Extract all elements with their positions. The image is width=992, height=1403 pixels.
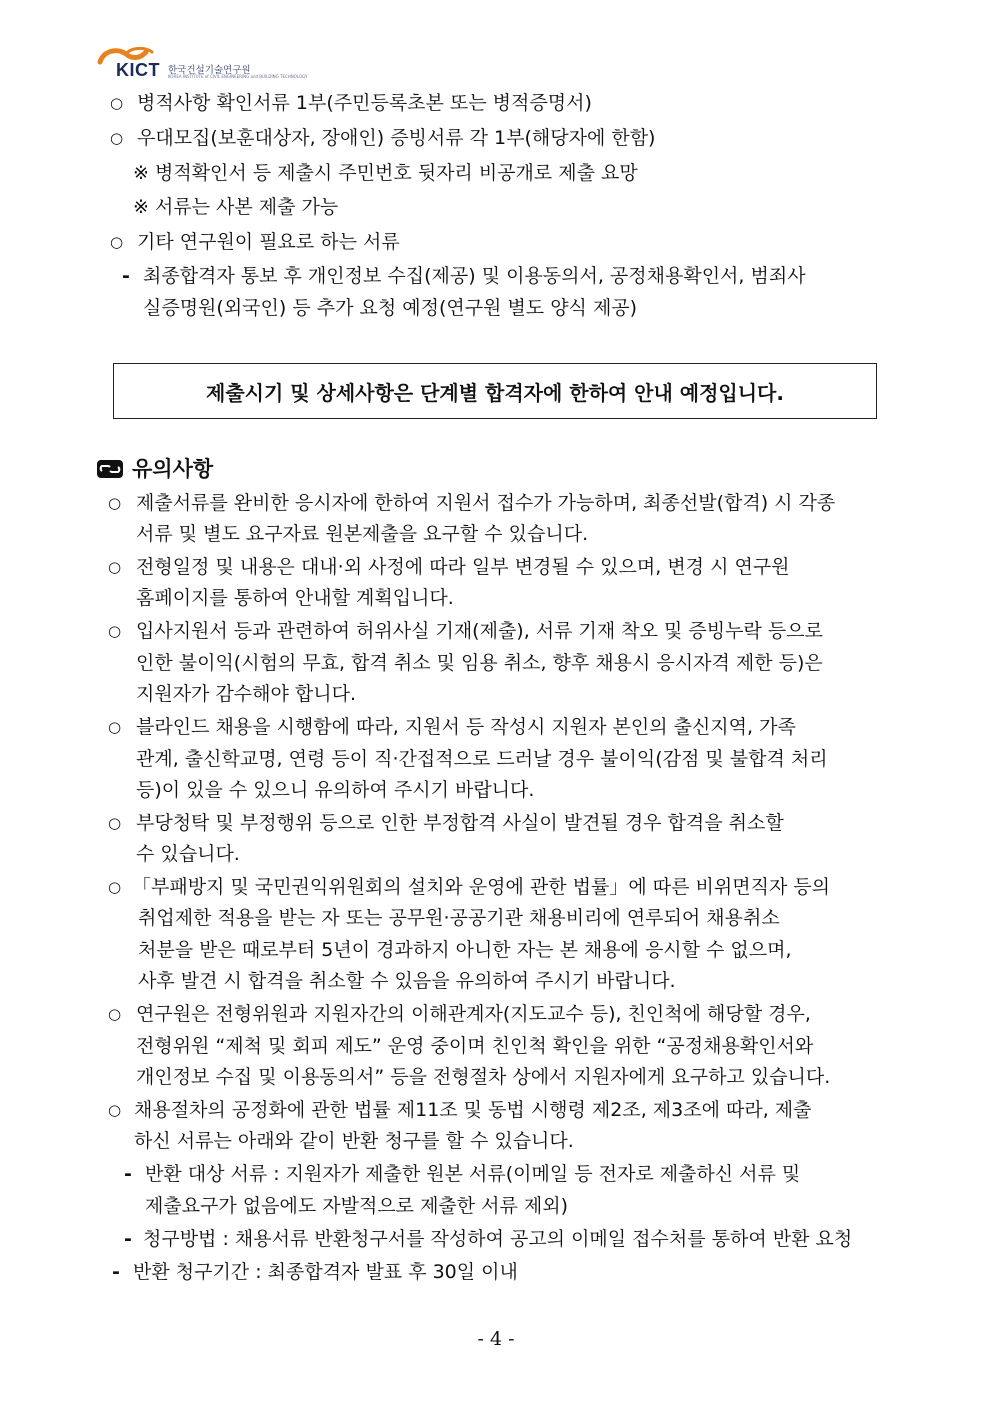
caution-line: 인한 불이익(시험의 무효, 합격 취소 및 임용 취소, 향후 채용시 응시자격 제한 등)은	[136, 652, 823, 674]
doc-note-copy: ※ 서류는 사본 제출 가능	[133, 196, 339, 218]
caution-line: 지원자가 감수해야 합니다.	[136, 683, 357, 705]
circle-bullet: ○	[108, 1101, 122, 1119]
doc-sub-line: 최종합격자 통보 후 개인정보 수집(제공) 및 이용동의서, 공정채용확인서, 범죄사	[143, 265, 806, 287]
circle-bullet: ○	[108, 622, 122, 640]
caution-line: 처분을 받은 때로부터 5년이 경과하지 아니한 자는 본 채용에 응시할 수 없으며,	[138, 939, 792, 961]
circle-bullet: ○	[110, 129, 124, 147]
caution-line: 전형위원 “제척 및 회피 제도” 운영 중이며 친인척 확인을 위한 “공정채용확인서와	[136, 1035, 814, 1057]
caution-line: 등)이 있을 수 있으니 유의하여 주시기 바랍니다.	[136, 779, 535, 801]
doc-item-preference: 우대모집(보훈대상자, 장애인) 증빙서류 각 1부(해당자에 한함)	[137, 127, 656, 149]
caution-line: 「부패방지 및 국민권익위원회의 설치와 운영에 관한 법률」에 따른 비위면직자 등의	[132, 876, 831, 898]
caution-line: 하신 서류는 아래와 같이 반환 청구를 할 수 있습니다.	[134, 1130, 574, 1152]
kict-logo	[96, 46, 308, 80]
caution-line: 관계, 출신학교명, 연령 등이 직·간접적으로 드러날 경우 불이익(감점 및 불합격 처리	[136, 748, 828, 770]
circle-bullet: ○	[108, 494, 122, 512]
circle-bullet: ○	[108, 558, 122, 576]
caution-line: 사후 발견 시 합격을 취소할 수 있음을 유의하여 주시기 바랍니다.	[138, 970, 676, 992]
caution-line: 부당청탁 및 부정행위 등으로 인한 부정합격 사실이 발견될 경우 합격을 취소할	[136, 812, 784, 834]
return-docs-line: 반환 대상 서류 : 지원자가 제출한 원본 서류(이메일 등 전자로 제출하신 서류 및	[145, 1163, 801, 1185]
caution-line: 홈페이지를 통하여 안내할 계획입니다.	[136, 587, 454, 609]
dash-bullet: -	[124, 1228, 132, 1250]
doc-note-military: ※ 병적확인서 등 제출시 주민번호 뒷자리 비공개로 제출 요망	[133, 162, 638, 184]
caution-line: 제출서류를 완비한 응시자에 한하여 지원서 접수가 가능하며, 최종선발(합격) 시 각종	[136, 492, 836, 514]
circle-bullet: ○	[110, 233, 124, 251]
return-method-line: 청구방법 : 채용서류 반환청구서를 작성하여 공고의 이메일 접수처를 통하여 반환 요청	[143, 1228, 853, 1250]
circle-bullet: ○	[108, 814, 122, 832]
caution-line: 수 있습니다.	[136, 843, 240, 865]
submission-notice-box	[113, 363, 877, 419]
dash-bullet: -	[112, 1261, 120, 1283]
caution-line: 전형일정 및 내용은 대내·외 사정에 따라 일부 변경될 수 있으며, 변경 시 연구원	[136, 556, 790, 578]
caution-line: 서류 및 별도 요구자료 원본제출을 요구할 수 있습니다.	[136, 523, 589, 545]
notice-text: 제출시기 및 상세사항은 단계별 합격자에 한하여 안내 예정입니다.	[206, 380, 784, 405]
caution-line: 취업제한 적용을 받는 자 또는 공무원·공공기관 채용비리에 연루되어 채용취소	[138, 907, 780, 929]
return-docs-line: 제출요구가 없음에도 자발적으로 제출한 서류 제외)	[145, 1195, 569, 1217]
dash-bullet: -	[124, 1163, 132, 1185]
circle-bullet: ○	[108, 1005, 122, 1023]
caution-line: 개인정보 수집 및 이용동의서” 등을 전형절차 상에서 지원자에게 요구하고 있습니다.	[136, 1066, 831, 1088]
page-number: - 4 -	[477, 1328, 515, 1350]
caution-line: 채용절차의 공정화에 관한 법률 제11조 및 동법 시행령 제2조, 제3조에 따라, 제출	[134, 1099, 812, 1121]
logo-kict-text: KICT	[116, 60, 160, 80]
return-period-line: 반환 청구기간 : 최종합격자 발표 후 30일 이내	[133, 1261, 518, 1283]
caution-line: 블라인드 채용을 시행함에 따라, 지원서 등 작성시 지원자 본인의 출신지역, 가족	[136, 716, 796, 738]
circle-bullet: ○	[108, 878, 122, 896]
circle-bullet: ○	[110, 94, 124, 112]
chain-link-icon	[96, 459, 124, 479]
doc-sub-line: 실증명원(외국인) 등 추가 요청 예정(연구원 별도 양식 제공)	[143, 297, 638, 319]
caution-line: 연구원은 전형위원과 지원자간의 이해관계자(지도교수 등), 친인척에 해당할 경우,	[136, 1003, 811, 1025]
doc-item-other: 기타 연구원이 필요로 하는 서류	[137, 231, 400, 253]
org-name: 한국건설기술연구원	[168, 65, 251, 76]
caution-line: 입사지원서 등과 관련하여 허위사실 기재(제출), 서류 기재 착오 및 증빙누락 등으로	[136, 620, 823, 642]
circle-bullet: ○	[108, 718, 122, 736]
doc-item-military: 병적사항 확인서류 1부(주민등록초본 또는 병적증명서)	[137, 92, 592, 114]
org-name-en: KOREA INSTITUTE of CIVIL ENGINEERING and BUILDING TECHNOLOGY	[168, 74, 308, 79]
dash-bullet: -	[122, 265, 130, 287]
section-title: 유의사항	[132, 457, 214, 481]
